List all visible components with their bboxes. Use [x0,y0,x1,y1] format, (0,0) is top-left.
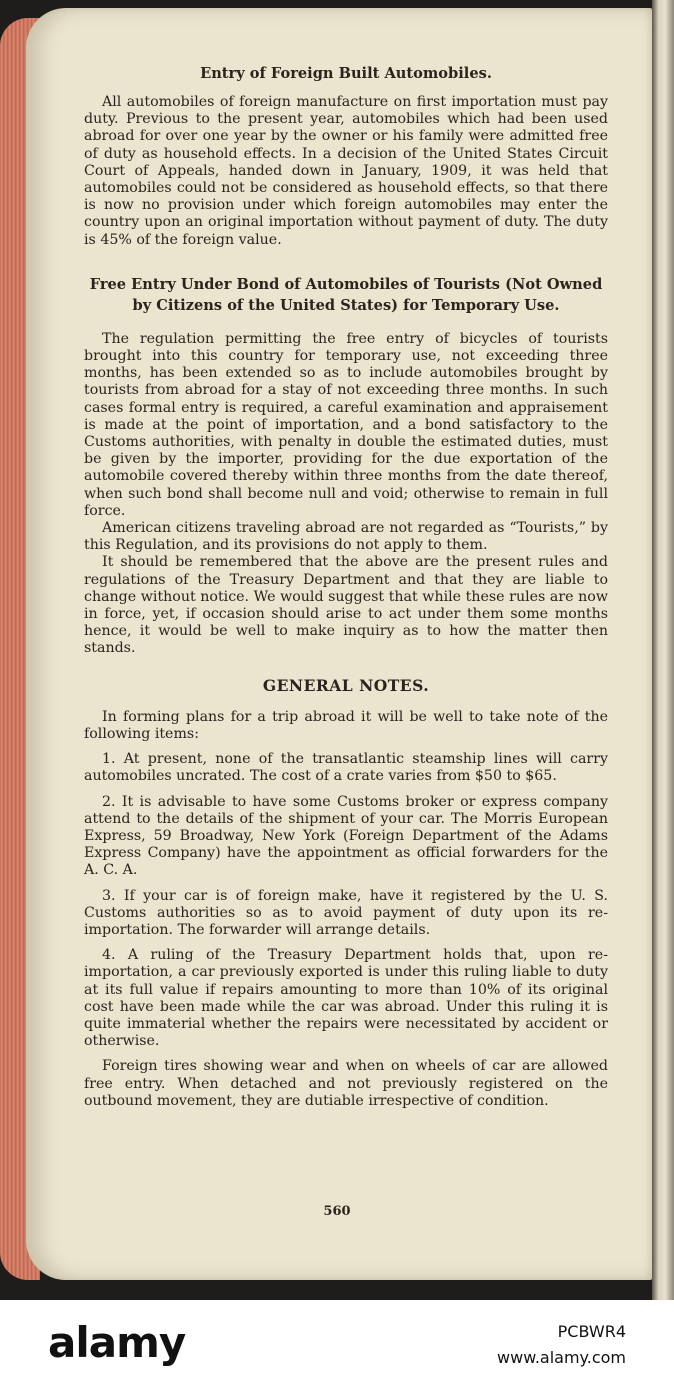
paragraph-foreign-duty: All automobiles of foreign manufacture on first importation must pay duty. Previous to the present year, automobiles which had been used abroad for over one year by the owner or his family were admitted free of duty as household effects. In a decision of the United States Circuit Court of Appeals, handed down in January, 1909, it was held that automobiles could not be considered as household effects, so that there is now no provision under which foreign automobiles may enter the country upon an original importation without payment of duty. The duty is 45% of the foreign value. [84,94,608,248]
note-item-4: 4. A ruling of the Treasury Department holds that, upon re-importation, a car previously exported is under this ruling liable to duty at its full value if repairs amounting to more than 10% of its original cost have been made while the car was abroad. Under this ruling it is quite immaterial whether the repairs were necessitated by accident or otherwise. [84,947,608,1050]
paragraph-trip-plans: In forming plans for a trip abroad it will be well to take note of the following items: [84,708,608,742]
heading-tourist-entry: Free Entry Under Bond of Automobiles of Tourists (Not Owned by Citizens of the United States) for Temporary Use. [89,275,603,314]
heading-foreign-automobiles: Entry of Foreign Built Automobiles. [200,65,492,82]
page-content [84,64,608,1110]
page-number: 560 [323,1204,351,1219]
next-page-edge [652,0,674,1300]
heading-general-notes: GENERAL NOTES. [262,675,430,695]
note-item-2: 2. It is advisable to have some Customs broker or express company attend to the details of the shipment of your car. The Morris European Express, 59 Broadway, New York (Foreign Department of the Adams Express Company) have the appointment as official forwarders for the A. C. A. [84,793,608,879]
image-id: PCBWR4 [557,1322,626,1341]
note-item-3: 3. If your car is of foreign make, have it registered by the U. S. Customs authorities so as to avoid payment of duty upon its re-importation. The forwarder will arrange details. [84,887,608,938]
paragraph-american-citizens: American citizens traveling abroad are not regarded as “Tourists,” by this Regulation, and its provisions do not apply to them. [84,520,608,554]
watermark-url: www.alamy.com [497,1348,626,1367]
paragraph-tourist-regulation: The regulation permitting the free entry of bicycles of tourists brought into this country for temporary use, not exceeding three months, has been extended so as to include automobiles brought by tourists from abroad for a stay of not exceeding three months. In such cases formal entry is required, a careful examination and appraisement is made at the point of importation, and a bond satisfactory to the Customs authorities, with penalty in double the estimated duties, must be given by the importer, providing for the due exportation of the automobile covered thereby within three months from the date thereof, when such bond shall become null and void; otherwise to remain in full force. [84,330,608,519]
alamy-logo: alamy [48,1318,186,1367]
paragraph-foreign-tires: Foreign tires showing wear and when on wheels of car are allowed free entry. When detached and not previously registered on the outbound movement, they are dutiable irrespective of condition. [84,1058,608,1109]
paragraph-rules-notice: It should be remembered that the above are the present rules and regulations of the Treasury Department and that they are liable to change without notice. We would suggest that while these rules are now in force, yet, if occasion should arise to act under them some months hence, it would be well to make inquiry as to how the matter then stands. [84,554,608,657]
note-item-1: 1. At present, none of the transatlantic steamship lines will carry automobiles uncrated. The cost of a crate varies from $50 to $65. [84,751,608,785]
